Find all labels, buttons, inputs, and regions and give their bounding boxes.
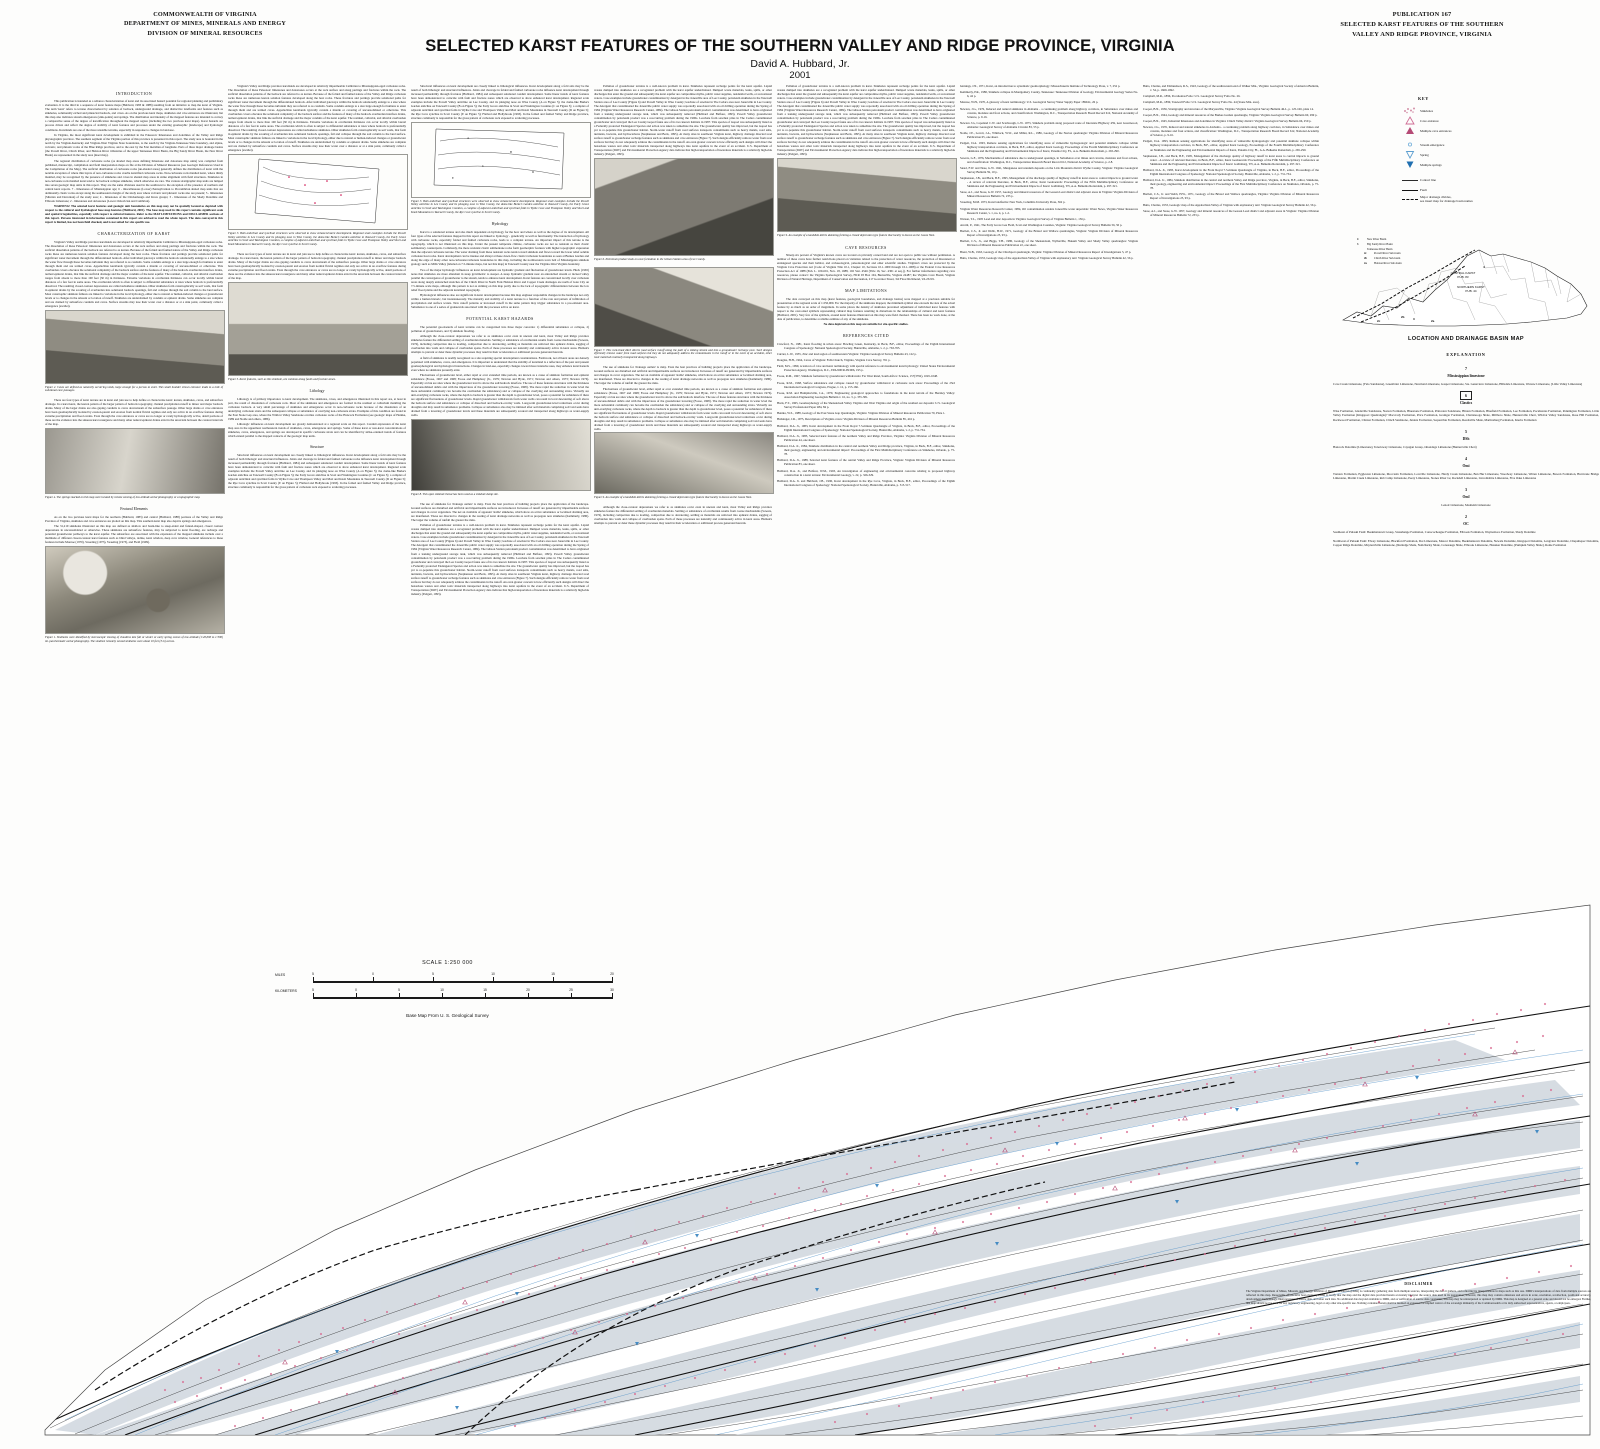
figure-caption-3: Figure 3. Both anticlinal and synclinal structures were observed to show enhanced karst development. Regional scale examples include the Powell Valley anticline in Lee County and its plunging nose in Wise County, the dome-like Burke's Garden anticline in Tazewell County, the Early Grove anticline in Scott and Washington Counties, a complex of adjacent anticlinal and synclinal folds in Wythe Cave and Thompson Valley and Short and Knob Mountains in Tazewell County, the Rye Cove syncline in Scott County. — [228, 230, 406, 247]
figure-caption-9: Figure 9. An example of a landslide debris damming forming a closed depression type feature that locally is known as the Goose Nest. — [777, 232, 935, 237]
reference-item: Hubbard, D.A. Jr., 1984, Sinkhole distribution in the central and northern Valley and Ridge province, Virginia, in Beck, B.F., editor, Sinkholes, their geology, engineering and environmental impact: Proceedings of the First Multidisciplinary Conference on Sinkholes, Orlando, p. 75-78. — [1143, 178, 1319, 191]
paragraph: The use of sinkholes for 'drainage outlets' is risky. Even the best practices of building projects place the application of the landscape. Ground surfaces are disturbed and artificial and impermeable surfaces are introduced. Increases of runoff are generated by impermeable surfaces and changes in cover vegetation. The net an available of apparent 'stable' sinkholes, which show an active subsidence or localized draining area, are manifested. These are directed to changes in the routing of karst drainage networks as well as propagate new sinkholes (Kemmerly, 1980). The larger the volume of runfall the greater the risks. — [594, 365, 772, 386]
disclaimer-text: The Virginia Department of Mines, Minerals and Energy, Division of Mineral Resources (DMR) is continually gathering data from multiple sources, interpreting the data it gathers, and reflecting its interpretations in maps such as this one. DMR's interpretations of data from multiple sources are reflected in this map. Reasonable efforts have been made by DMR to verify that the map and the digital data provided herein accurately interpret the source data used in its preparation; however, this map may contain omissions and errors in scale, resolution, recollection, positional accuracy, development methodology, interpretations of source data, and other such data. No additional data beyond available to DMR, and as verification of source data constraints, this map may be reinterpreted or updated by DMR. This map is designed at a general scale and should not be enlarged. Further, this map should not be used for any regulatory, engineering, legal or any other site-specific use. Nothing contained herein shall be deemed an expressed or implied waiver of the sovereign immunity of the Commonwealth or its duly authorized representatives, agents, or employees. — [1246, 1288, 1591, 1305]
reference-item: Nolde, J.E., Lovett, J.A., Whitlock, W.W., and Miller, R.L., 1986, Geology of the Norton quadrangle: Virginia Division of Mineral Resources Publication 65, one sheet. — [960, 131, 1138, 140]
svg-text:3: 3 — [1413, 317, 1415, 321]
heading-cave-resources: CAVE RESOURCES — [845, 244, 887, 250]
key-label: Multiple springs — [1420, 162, 1442, 167]
key-item-drainage-divide — [1400, 195, 1590, 205]
unit-number: 3 — [1465, 487, 1467, 493]
tick-label: 0 — [355, 988, 357, 992]
unit-name: Mississippian limestone — [1447, 374, 1485, 378]
figure-photo-9 — [777, 158, 957, 232]
unit-name: Oml — [1462, 495, 1470, 500]
paragraph: There are four types of karst terrane are in karst and join use to help define or characterize karst: karren, sinkholes, caves, and subsurface drainage. In a karst karst, the karren pattern of the larger pattern of bedrock topography, channel precipitation runoff to minor and major bedrock drains. Many of the larger drains are also gaping conduits to caves downstream of the subsurface passage. Other large drains or cave entrances have been geomorphically isolated by erosion-parent and erosion from normal fluvial regimes and only are active in an overflow features during extreme precipitation and flood events. Even through the cave entrances or caves are no longer or rarely hydrologically active, detail portions of these are the evidence into the sinuous karst resurgence and many other natural epikarst drains exist in the uncertain between the contour intervals of the map. — [45, 398, 223, 427]
tick-label: 10 — [440, 988, 444, 992]
fold-sketch-svg — [229, 155, 407, 229]
key-item-contact-line — [1400, 175, 1590, 185]
reference-item: Virginia Water Resources Research Center, 1984, Oil contamination renders Jonesville water unpotable: Water News, Virginia Water Resources Research Center, v. 1, no. 4, p. 1-2. — [960, 206, 1138, 215]
basin-symbol: 2c — [1364, 252, 1367, 256]
paragraph: Pollution of groundwater terrains is a well-known problem in karst. Sinkholes represent recharge points for the karst aquifer. Liquid wastes dumped into sinkholes are a recognized problem with the karst aquifer underdrained. Dumped waste materials, leaks, spills, or other discharges that enter the ground and subsequently the karst aquifer are compromise myths, public water supplies, residential wells, or recreational waters. Case examples include groundwater contamination by detergent in the Jonesville area of Lee County, petroleum sinkholes in the Tazewell Station area of Lee County (Figure 6) and Powell Valley in Wise County; leachate of sawdust in The Cedars area near Jonesville in Lee County. The detergent that contaminated the Jonesville public water supply was reportedly associated with an oil drilling operation during the Spring of 1984 (Virginia Water Resources Research Center, 1984). The Gibson Station petroleum product contamination was determined to have originated from a leaking underground storage tank, which was subsequently removed (Hubbard and Balfour, 1993). Powell Valley groundwater contamination by petroleum product was a reoccurring problem during the 1990s. Leachate from sawdust piles in The Cedars contaminated groundwater and conveyed the Lee County isopod fauna one of its two known habitats in 1987. This species of isopod was subsequently listed as a Federally protected Endangered Species and action was taken to remediate the site. The groundwater quality has improved, but the isopod has yet to re-populate this groundwater habitat. Storm-water runoff from road surfaces transports contaminants such as heavy metals, road salts, nutrients, bacteria, and hydrocarbons (Stephenson and Beck, 1995). At many sites in southwest Virginia karst, highway drainage directed road surface runoff to groundwater recharge features such as sinkholes and cave entrances (Figure 7). Such designs efficiently remove water from road surfaces but they do not adequately address the contaminants in the runoff. An even greater concern is how efficiently such designs will direct the hazardous wastes and other toxic materials transported along highways into karst aquifers in the event of an accident. U.S. Department of Transportation (DOT) and Environmental Protection Agency data indicate that high-transportation of hazardous materials is a relatively high-risk industry (Padgett, 1993). — [594, 84, 772, 157]
text-column-5 — [777, 84, 955, 489]
reference-item: Hubbard, D.A. Jr., and Balfour, W.M., 1993, An investigation of engineering and environmental concerns relating to proposed highway construction in a karst terrane: Environmental Geology, v. 22, p. 326-329. — [777, 468, 955, 477]
paragraph: Lithology is of primary importance to karst development. The sinkholes, caves, and emergences illustrated in this report are, at least in part, the result of dissolution of carbonate rock. Most of the sinkholes and emergences are formed in the residual or colluvium mantling the carbonate bedrock. A very small percentage of sinkholes and emergences occur in non-carbonate rocks because of the dissolution of an underlying carbonate strata and the subsequent collapse or subsidence of overlying non-carbonate strata. Examples of this condition are found in the East Stone Gap area, where the Wildcat Valley Sandstone overlies carbonate rocks of the Hancock Formation (see geologic maps of Henika, 1989 and Nolde and others, 1986). — [228, 396, 406, 421]
unit-name: OC — [1463, 522, 1469, 527]
figure-photo-2 — [45, 310, 225, 384]
key-label-sub: see insert map for drainage basin names — [1420, 199, 1473, 204]
reference-item: Campbell, M.R., 1899, Tazewell Folio: U.S. Geological Survey Folio No. 44 (Stone Mtn. area). — [1143, 100, 1260, 105]
figure-sketch-3b — [411, 122, 591, 198]
figure-caption-4: Figure 4. The springs marked on this map were located by remote sensing of low altitude aerial photography or a topographic map. — [45, 494, 201, 499]
figure-caption-1: Figure 1. Sinkholes were identified by stereoscopic viewing of cloudless late fall or winter or early spring scenes of low altitude (1:20,000 to 1:500) mt. panchromatic aerial photography. The smallest remotely sensed sinkholes were about 10 feet (3 m) across. — [45, 634, 223, 643]
unit-name: DSh — [1462, 436, 1470, 441]
paragraph: Fluctuations of groundwater level, either rapid or over extended time periods, are known as a cause of sinkhole formation and epikarst subsidence (Foose, 1967 and 1968; Foose and Humphrey (Jr., 1979; Newton and Hyde, 1971; Newton and others, 1973; Newton 1976). Especially at risk are sites where the groundwater level is above the soil/bedrock interface. The use of these features structures with the thickness of unconsolidated debris and with the impervious of the groundwater lowering (Foose, 1968). The more rapid the reduction in water level the more substantial commonly can become the overburden the subsidence) and or collapse of the overlying and surrounding strata. Virtually are unit-overlying carbonate rocks, where the depth to bedrock is greater than the depth to groundwater level, poses a potential for subsidence if there are significant fluctuations of groundwater levels. Rapid groundwater withdrawals from water wells can result in local dewatering of soft above the bedrock surface and subsidence or collapse of dissolved and bedrock-overlay voids. Long-term groundwater-level reductions occur during droughts and may result in subsidence problems. Collapse or subsidence also may be initiated after soil materials comprising soil void seals have drained from a lowering of groundwater levels and these materials are subsequently scoured and transported along highways as water-supply wells. — [594, 386, 772, 431]
reference-item: Cooper, B.N., 1936, Stratigraphy and structure of the Maryanville, Virginia: Virginia Geological Survey Bulletin 46-L, p. 125-166, plate 14. — [1143, 106, 1314, 111]
scale-title: SCALE 1:250 000 — [422, 960, 473, 966]
unit-list: Cove Creek Limestone, [Falo Sandstone], Greenbrier Limestone, Newman Limestone, Gasper Limestone, Ste. Genevieve Limestone, Hillsdale Limestone, Warsaw Limestone, [Little Valley Limestone] — [1333, 382, 1583, 386]
svg-text:E: E — [452, 175, 454, 180]
drainage-divide-icon — [1400, 195, 1420, 202]
location-inset-map — [1335, 232, 1597, 342]
unit-number: 5 — [1465, 428, 1467, 434]
svg-text:2a: 2a — [1431, 319, 1435, 323]
paragraph: As on the two previous karst maps for the northern (Hubbard, 1983) and central (Hubbard, 1988) portions of the Valley and Ridge Province of Virginia, sinkholes and cave entrances are plotted on this map. This southern karst map also depicts springs and emergences. — [45, 514, 223, 523]
no-data-note: No data depicted on this map are suitable for site-specific studies. — [823, 322, 909, 327]
tick-label: 15 — [483, 988, 487, 992]
unit-name: Omi — [1462, 463, 1470, 468]
paragraph: Lithologic influences on karst development are grossly demonstrated at a regional scale on this report. Conduit expression of the karst map area in the uppermost northeastern trends of sinkholes, caves, emergences and springs. Some of these karst or non-karst concentrations of sinkholes, caves, emergences, and springs are developed in specific carbonate strata and can be identified by strike-oriented trends of features which extend parallel to the mapped contacts of the geologic map units. — [228, 422, 406, 439]
reference-item: Currier, L.W., 1935, Zinc and lead region of southwestern Virginia: Virginia Geological Survey Bulletin 43, 122 p. — [777, 351, 917, 356]
publication-year: 2001 — [789, 70, 811, 81]
tick-label: 15 — [551, 972, 555, 976]
basin-symbol: 2b — [1364, 257, 1367, 260]
reference-item: Huck, F.T., 1965, Geomorphology of the Shenandoah Valley Virginia and West Virginia and origin of the residual ore deposits: U.S. Geological Survey Professional Paper 484, 84 p. — [777, 400, 955, 409]
inset-map-title: LOCATION AND DRAINAGE BASIN MAP — [1408, 336, 1524, 342]
heading-featural-elements: Featural Elements — [120, 506, 148, 511]
heading-map-limitations: MAP LIMITATIONS — [844, 288, 888, 294]
reference-item: Butts, Charles, 1933, Geologic map of the Appalachian Valley of Virginia with explanatory text: Virginia Geological Survey Bulletin 42, 56 p. — [960, 255, 1134, 260]
paragraph: Pollution of groundwater terrains is a well-known problem in karst. Sinkholes represent recharge points for the karst aquifer. Liquid wastes dumped into sinkholes are a recognized problem with the karst aquifer underdrained. Dumped waste materials, leaks, spills, or other discharges that enter the ground and subsequently the karst aquifer are compromise myths, public water supplies, residential wells, or recreational waters. Case examples include groundwater contamination by detergent in the Jonesville area of Lee County, petroleum sinkholes in the Tazewell Station area of Lee County (Figure 6) and Powell Valley in Wise County; leachate of sawdust in The Cedars area near Jonesville in Lee County. The detergent that contaminated the Jonesville public water supply was reportedly associated with an oil drilling operation during the Spring of 1984 (Virginia Water Resources Research Center, 1984). The Gibson Station petroleum product contamination was determined to have originated from a leaking underground storage tank, which was subsequently removed (Hubbard and Balfour, 1993). Powell Valley groundwater contamination by petroleum product was a reoccurring problem during the 1990s. Leachate from sawdust piles in The Cedars contaminated groundwater and conveyed the Lee County isopod fauna one of its two known habitats in 1987. This species of isopod was subsequently listed as a Federally protected Endangered Species and action was taken to remediate the site. The groundwater quality has improved, but the isopod has yet to re-populate this groundwater habitat. Storm-water runoff from road surfaces transports contaminants such as heavy metals, road salts, nutrients, bacteria, and hydrocarbons (Stephenson and Beck, 1995). At many sites in southwest Virginia karst, highway drainage directed road surface runoff to groundwater recharge features such as sinkholes and cave entrances (Figure 7). Such designs efficiently remove water from road surfaces but they do not adequately address the contaminants in the runoff. An even greater concern is how efficiently such designs will direct the hazardous wastes and other toxic materials transported along highways into karst aquifers in the event of an accident. U.S. Department of Transportation (DOT) and Environmental Protection Agency data indicate that high-transportation of hazardous materials is a relatively high-risk industry (Padgett, 1993). — [777, 84, 955, 157]
reference-item: Kemmerly, P.R., 1980, Sinkhole collapse in Montgomery County, Tennessee: Tennessee Division of Geology, Environmental Geology Series No. 6, 42 p. — [960, 90, 1138, 99]
reference-item: Watson, T.L., 1905 Lead and zinc deposits in Virginia: Geological Survey of Virginia Bulletin 1, 156 p. — [960, 216, 1086, 221]
basin-symbol: 4 — [1357, 238, 1359, 241]
reference-item: Hubbard, D.A. Jr., 1983, Karst development in the Front Royal 7.5-minute Quadrangle of Virginia, in Beck, B.F., editor, Proceedings of the Eighth International Congress of Speleology: National Speleological Society, Huntsville, Alabama, v. 2, p. 731-734. — [1143, 167, 1319, 176]
reference-item: Stead, F.W. and Nese, G.W. 1941, Manganese and uranium deposits on the Lick Mountain district Wythe County, Virginia: Virginia Geological Survey Bulletin 59, 10 p. — [960, 165, 1138, 174]
key-label: Contact line — [1420, 177, 1437, 182]
reference-item: Douglas, H.H., 1964, Caves of Virginia: Falls Church, Virginia, Virginia Cave Survey, 761 p. — [777, 357, 891, 362]
paragraph: The potential geo-hazards of karst terrains can be categorized into three major concerns: 1) differential subsidence or collapse, 2) pollution of groundwaters, and 3) sinkhole flooding. — [411, 324, 589, 333]
basin-label: Powell River Sub-basin — [1374, 252, 1401, 256]
paragraph: Virginia's Valley and Ridge province karstlands are developed in relatively impermeable Cambrian to Mississippian-aged carbonate rocks. The dissolution of these Paleozoic limestones and dolostones occurs at the rock surface and along partings and fractures within the rock. The surficial dissolution patterns of the bedrock are referred to as karren. Because of the folded and faulted nature of the Valley and Ridge carbonate rocks these are numerous karren solution features developed along the host rocks. These fractures and partings provide solutional paths for significant water movement through the differentiated bedrock. After individual gateways within the bedrock solutionally enlarge to a size where the water flow through these becomes turbulent they are referred to as conduits. Some conduits enlarge to a size large enough for humans to enter through them and are termed caves. Appalachian karstlands typically contain a mantle or covering of unconsolidated or otherwise. This overburden covers obscures the solutional complexity of the bedrock surface and the features of many of the bedrock overburden interface drains, termed epikarst drains, that link the surficial drainage and the major conduits of the karst aquifer. The residual, colluvial, and alluvial overburden ranges from absent to more than 100 feet (30 m) in thickness. Extreme variations in overburden thickness can occur locally within lateral distances of a few feet in some areas. The overburden which is often is subject to differential subsidence at rates where bedrock is preferentially dissolved. The resulting closed-contour depressions are called subsidence sinkholes. Other sinkholes form catastrophically as soil voids, that form in epikarst drains by the scouring of overburden into solutional bedrock openings, fail and collapse through the soil column to the land surface. Most catastrophic sinkhole failures are linked to variations in the local hydrology, either due to natural or human-induced changes or groundwater levels or to changes in the amount or location of runoff. Sinkholes are underdrained by conduits or epikarst drains. Some sinkholes are complete and are drained by subsurface conduits and caves. Surface streams may lose their water over a distance or at a sink point, commonly called a emergence (swallet). — [228, 84, 406, 153]
reference-item: Newton, J.G., 1976, Induced and natural sinkholes in Alabama - a continuing problem along highway corridors, in Subsidence over mines and caverns, moisture and frost actions, and classification: Washington, D.C., Transportation Research Board Record 612, National Academy of Science, p. 9-16. — [960, 106, 1138, 119]
tick-label: 5 — [432, 972, 434, 976]
geologic-map-svg[interactable] — [35, 830, 1600, 1440]
paragraph: Virginia's Valley and Ridge province karstlands are developed in relatively impermeable Cambrian to Mississippian-aged carbonate rocks. The dissolution of these Paleozoic limestones and dolostones occurs at the rock surface and along partings and fractures within the rock. The surficial dissolution patterns of the bedrock are referred to as karren. Because of the folded and faulted nature of the Valley and Ridge carbonate rocks these are numerous karren solution features developed along the host rocks. These fractures and partings provide solutional paths for significant water movement through the differentiated bedrock. After individual gateways within the bedrock solutionally enlarge to a size where the water flow through these becomes turbulent they are referred to as conduits. Some conduits enlarge to a size large enough for humans to enter through them and are termed caves. Appalachian karstlands typically contain a mantle or covering of unconsolidated or otherwise. This overburden covers obscures the solutional complexity of the bedrock surface and the features of many of the bedrock overburden interface drains, termed epikarst drains, that link the surficial drainage and the major conduits of the karst aquifer. The residual, colluvial, and alluvial overburden ranges from absent to more than 100 feet (30 m) in thickness. Extreme variations in overburden thickness can occur locally within lateral distances of a few feet in some areas. The overburden which is often is subject to differential subsidence at rates where bedrock is preferentially dissolved. The resulting closed-contour depressions are called subsidence sinkholes. Other sinkholes form catastrophically as soil voids, that form in epikarst drains by the scouring of overburden into solutional bedrock openings, fail and collapse through the soil column to the land surface. Most catastrophic sinkhole failures are linked to variations in the local hydrology, either due to natural or human-induced changes or groundwater levels or to changes in the amount or location of runoff. Sinkholes are underdrained by conduits or epikarst drains. Some sinkholes are complete and are drained by subsurface conduits and caves. Surface streams may lose their water over a distance or at a sink point, commonly called a emergence (swallet). — [45, 239, 223, 308]
figure-caption-2: Figure 2. Caves are defined as naturally occurring voids, large enough for a person to enter. This small boulder strewn entrance leads to a mile of solutional cave passages. — [45, 384, 223, 393]
reference-item: Crawford, N., 1981, Karst flooding in urban areas: Bowling Green, Kentucky, in Beck, B.F., editor, Proceedings of the Eighth International Congress of Speleology: National Speleological Society, Huntsville, Alabama, v. 2, p. 763-765. — [777, 341, 955, 350]
unit-list: Trenton Formation, Eggleston Limestone, Moccasin Formation, Lowville Limestone, Hardy Creek Limestone, Ben Hur Limestone, Woodway Limestone, Witten Limestone, Bowen Formation, Hurricane Bridge Limestone, Martin Creek Limestone, Rob Camp Limestone, Peery Limestone, Stones River Gr, Rockdell Limestone, Lincolnshire Limestone, Five Oaks Limestone — [1333, 471, 1599, 481]
paragraph: Structural influences on karst development are closely linked to lithological influences. Karst development along a fold axis may be the result of both lithologic and structural influences. Joints and cleavage in folded and faulted carbonate rocks influence karst development through increased permeability through fractures (Hubbard, 1984) and subsequent solutional conduit development. Some linear trends of karst features have been demonstrated to coincide with fault and fracture zones which are observed to show enhanced karst development. Regional scale examples include the Powell Valley anticline on Lee County, and its plunging nose on Wise County (A on Figure 5); the dome-like Burke's Garden anticline on Tazewell County (B on Figure 5); the Early Grove anticline in Scott and Washington Counties (C on Figure 5); a complex of adjacent anticlinal and synclinal folds in Wythe Cave and Thompson Valley and Mott and Knob Mountains in Tazewell County (D on Figure 5); the Rye Cove syncline in Scott County (E on Figure 5); Flatbed and Hollybrook (1993). In the folded and faulted Valley and Ridge province, structure commonly is responsible for the gross pattern of carbonate rock exposed to scattering processes. — [228, 453, 406, 490]
heading-references: REFERENCES CITED — [843, 333, 889, 339]
agency-line-3: DIVISION OF MINERAL RESOURCES — [147, 29, 263, 37]
reference-item: Hubbard, D.A. Jr., 1983, Selected karst features of the northern Valley and Ridge Province, Virginia: Virginia Division of Mineral Resources Publication 44, one sheet. — [777, 433, 955, 442]
svg-text:D: D — [532, 169, 535, 174]
disclaimer-title: DISCLAIMER — [1404, 1282, 1433, 1286]
svg-text:C: C — [482, 163, 485, 168]
figure-caption-5: Figure 5. Karst features, such as this sinkhole, are common along faults and fracture zones. — [228, 376, 336, 381]
tick-label: 5 — [312, 972, 314, 976]
svg-text:PUB. 44: PUB. 44 — [1465, 289, 1477, 293]
figure-photo-7 — [594, 267, 774, 347]
key-label: Major drainage divides, — [1420, 195, 1452, 199]
reference-item: Cooper, B.N., 1944, Geology and mineral resources of the Burkes Garden quadrangle, Virginia: Virginia Geological Survey Bulletin 60, 299 p. — [1143, 112, 1318, 117]
figure-caption-7: Figure 7. This rock-lined ditch directs road surface runoff along the path of a sinking stream and into a groundwater recharge cave. Such designs efficiently remove water from road surfaces but they do not adequately address the contaminants in the runoff or in the event of an accident, other toxic materials routinely transported along highways. — [594, 347, 772, 360]
reference-item: Padgett, D.A. 1993, Remote sensing applications for identifying areas of vulnerable hydrogeologic and potential sinkhole collapse within highway transportation corridors, in Beck, B.F., editor, Applied Karst Geology, Proceedings of the Fourth Multidisciplinary Conference on Sinkholes and the Engineering and Environmental Impacts of Karst, Panama City, FL, A.A. Balkema Rotterdam, p. 265-290. — [1143, 139, 1319, 152]
reference-item: Bartlett, C.S., Jr., and Biggs, T.H., 1980, Geology of the Shenandoah, Wytheville, Hokum Valley and Shady Valley quadrangles: Virginia Division of Mineral Resources Publication 22, one sheet. — [960, 239, 1138, 248]
tick-label: 5 — [312, 988, 314, 992]
unit-number: 7 — [1465, 366, 1467, 371]
reference-item: Brent, W.B., 1963, Geology of the Clinchport quadrangle, Virginia: Virginia Division of Mineral Resources Report of Investigations 5, 47 p. — [960, 249, 1132, 254]
key-label: Spring — [1420, 152, 1429, 157]
reference-item: Hubbard, D.A. Jr. and Hubbard, J.B., 1990, Karst development in the Rye Cove, Virginia, in Beck, B.F., editor, Proceedings of the Eighth International Congress of Speleology: National Speleological Society, Huntsville, Alabama, p. 515-517. — [777, 478, 955, 487]
text-column-1 — [45, 84, 223, 648]
reference-item: Stephenson, J.B., and Beck, B.F., 1995, Management of the discharge quality of highway runoff in karst areas to control impacts to ground water - A review of relevant literature, in Beck, B.F., editor, Karst Geohazards: Proceedings of the Fifth Multidisciplinary Conference on Sinkholes and the Engineering and Environmental Impacts of Karst: Gatlinburg, TN, A.A. Balkema Rotterdam, p. 297-321. — [1143, 153, 1319, 166]
paragraph: There are four types of karst terrane are in karst and join use to help define or characterize karst: karren, sinkholes, caves, and subsurface drainage. In a karst karst, the karren pattern of the larger pattern of bedrock topography, channel precipitation runoff to minor and major bedrock drains. Many of the larger drains are also gaping conduits to caves downstream of the subsurface passage. Other large drains or cave entrances have been geomorphically isolated by erosion-parent and erosion from normal fluvial regimes and only are active in an overflow features during extreme precipitation and flood events. Even through the cave entrances or caves are no longer or rarely hydrologically active, detail portions of these are the evidence into the sinuous karst resurgence and many other natural epikarst drains exist in the uncertain between the contour intervals of the map. — [228, 252, 406, 281]
text-column-4 — [594, 84, 772, 527]
reference-item: Foose, R.M. and Humphreville, J.A., 1979, Engineering geological approaches to foundations in the karst terrain of the Hershey Valley: Association Engineering Geologists Bulletin v. 16, no. 3, p. 355-381. — [777, 390, 955, 399]
paragraph: Structural influences on karst development are closely linked to lithological influences. Karst development along a fold axis may be the result of both lithologic and structural influences. Joints and cleavage in folded and faulted carbonate rocks influence karst development through increased permeability through fractures (Hubbard, 1984) and subsequent solutional conduit development. Some linear trends of karst features have been demonstrated to coincide with fault and fracture zones which are observed to show enhanced karst development. Regional scale examples include the Powell Valley anticline on Lee County, and its plunging nose on Wise County (A on Figure 5); the dome-like Burke's Garden anticline on Tazewell County (B on Figure 5); the Early Grove anticline in Scott and Washington Counties (C on Figure 5); a complex of adjacent anticlinal and synclinal folds in Wythe Cave and Thompson Valley and Mott and Knob Mountains in Tazewell County (D on Figure 5); the Rye Cove syncline in Scott County (E on Figure 5); Flatbed and Hollybrook (1993). In the folded and faulted Valley and Ridge province, structure commonly is responsible for the gross pattern of carbonate rock exposed to scattering processes. — [411, 84, 589, 121]
paragraph: A field of sinkholes is readily recognized as a site requiring special development considerations. Farmwork, not all karst areas are densely populated with sinkholes, caves, and emergences. It is important to understand that the stability of karstland is a reflection of the past and present geomorphological and hydrological interactions. Changes in land-use, especially changes toward more intensive uses, may enhance karst hazards even where no sinkholes presently exist. — [411, 355, 589, 372]
svg-text:A: A — [467, 135, 470, 140]
reference-item: Butts, Charles, 1933, Geologic map of the Appalachian Valley of Virginia with explanatory text: Virginia Geological Survey Bulletin 42, 56 p. — [1143, 202, 1317, 207]
reference-item: Henika, W.S., 1988, Geology of the East Stone Gap Quadrangle, Virginia: Virginia Division of Mineral Resources Publication 79, Plate 1. — [777, 411, 946, 416]
key-item-sinkholes — [1400, 106, 1590, 116]
reference-item: Jennings, J.N., 1971, Karst, an introduction to systematic geomorphology: Massachusetts Institute of Technology Press, v. 7, 252 p. — [960, 84, 1121, 88]
key-label: Multiple cave entrances — [1420, 128, 1452, 133]
paragraph: Fluctuations of groundwater level, either rapid or over extended time periods, are known as a cause of sinkhole formation and epikarst subsidence (Foose, 1967 and 1968; Foose and Humphrey (Jr., 1979; Newton and Hyde, 1971; Newton and others, 1973; Newton 1976). Especially at risk are sites where the groundwater level is above the soil/bedrock interface. The use of these features structures with the thickness of unconsolidated debris and with the impervious of the groundwater lowering (Foose, 1968). The more rapid the reduction in water level the more substantial commonly can become the overburden the subsidence) and or collapse of the overlying and surrounding strata. Virtually are unit-overlying carbonate rocks, where the depth to bedrock is greater than the depth to groundwater level, poses a potential for subsidence if there are significant fluctuations of groundwater levels. Rapid groundwater withdrawals from water wells can result in local dewatering of soft above the bedrock surface and subsidence or collapse of dissolved and bedrock-overlay voids. Long-term groundwater-level reductions occur during droughts and may result in subsidence problems. Collapse or subsidence also may be initiated after soil materials comprising soil void seals have drained from a lowering of groundwater levels and these materials are subsequently scoured and transported along highways as water-supply wells. — [411, 373, 589, 418]
key-label: Cave entrance — [1420, 118, 1439, 123]
unit-name: Clastics — [1459, 401, 1473, 406]
figure-caption-6: Figure 6. Petroleum product stain on cave formation in the Gibson Station area of Lee County. — [594, 256, 706, 261]
heading-characterization: CHARACTERIZATION OF KARST — [97, 231, 171, 237]
figure-caption-9b: Figure 9. An example of a landslide debris damming forming a closed depression type feature that locally is known as the Goose Nest. — [594, 495, 752, 500]
basin-label: Big Sandy River Basin — [1367, 242, 1393, 246]
agency-line-1: COMMONWEALTH OF VIRGINIA — [153, 11, 257, 18]
svg-text:PUB. 83: PUB. 83 — [1457, 275, 1469, 279]
reference-item: Stose, A.J., and Stose, G.W. 1957, Geology and mineral resources of the Gossan Lead district and adjacent areas in Virginia: Virginia Division of Mineral Resources Bulletin 72, 233 p. — [960, 190, 1138, 199]
key-item-fault-line — [1400, 185, 1590, 195]
inset-label-central: CENTRAL KARST — [1450, 271, 1476, 275]
key-item-cave-entrance — [1400, 116, 1590, 126]
figure-photo-9b — [594, 432, 774, 494]
paragraph: Two of the major hydrologic influences on karst development are hydraulic gradient and fluctuation of groundwater levels. Huck (1965) notes that sinkholes are more abundant in steep gravimetric to steeper. A steep hydraulic gradient near an entrenched stream or incised valley parallel the convergence of groundwater to the stream, tends to enhance karst development. Karst features are concentrated locally over carbonate areas along deeply entrenched stretches of the Clinch River in North Fork Holston River and Copper Creek drainages are north of Gate City on 7.5-minute scale maps, although this pattern is not as striking on this map partly due to the lack of topographic differentiation between the low relief flood plains and the adjacent karstland topography. — [411, 267, 589, 292]
publication-block — [1262, 10, 1582, 40]
unit-number: 4 — [1465, 455, 1467, 461]
figure-photo-8 — [411, 419, 591, 491]
unit-list: Southeast of Pulaski Fault: Beekmantown Group, Stonehenge Formation, Conococheague Formation, Elbrook Formation, Waynesboro Formation, Shady Dolomite — [1333, 530, 1536, 535]
structure-sketch-svg — [412, 123, 590, 197]
explanation-block — [1333, 352, 1599, 551]
key-item-multiple-springs — [1400, 160, 1590, 170]
reference-item: Bartlett, C.S., Jr. and Webb, H.W., 1971, Geology of the Bristol and Wallace quadrangles, Virginia: Virginia Division of Mineral Resources Report of Investigations 25, 93 p. — [1143, 192, 1319, 201]
inset-label-northern: NORTHERN KARST — [1457, 285, 1485, 289]
basin-symbol: 2a — [1364, 261, 1367, 265]
reference-item: Hubbard, D.A. Jr., 1983, Karst development in the Front Royal 7.5-minute Quadrangle of Virginia, in Beck, B.F., editor, Proceedings of the Eighth International Congress of Speleology: National Speleological Society, Huntsville, Alabama, v. 2, p. 731-734. — [777, 423, 955, 432]
figure-photo-6 — [594, 158, 774, 256]
basin-label: Holston River Sub-basin — [1374, 261, 1402, 265]
figure-caption-8: Figure 8. This open sinkhole throat has been used as a sinkhole dump site. — [411, 491, 499, 496]
paragraph: Hydrological influences also are significant in karst development because this map engineer responsible changes in the landscape not only within a human historic, but instantaneously. The maturity and stability of a karst terrane is a function of the rate and pattern of infiltration of precipitation and surface waters. New runoff patterns or increased runoff in the same pattern may trigger subsidence in a pre-existent area. Subsidence is one of a series of geohazards associated with the processes active on karst. — [411, 293, 589, 310]
svg-text:2b: 2b — [1401, 315, 1405, 319]
reference-item: Padgett, D.A. 1993, Remote sensing applications for identifying areas of vulnerable hydrogeologic and potential sinkhole collapse within highway transportation corridors, in Beck, B.F., editor, Applied Karst Geology, Proceedings of the Fourth Multidisciplinary Conference on Sinkholes and the Engineering and Environmental Impacts of Karst, Panama City, FL, A.A. Balkema Rotterdam, p. 265-290. — [960, 141, 1138, 154]
reference-item: Sowers, G.F., 1976, Mechanisms of subsidence due to underground openings, in Subsidence over mines and caverns, moisture and frost actions, and classification: Washington, D.C., Transportation Research Board Record 612, National Academy of Science, p. 2-8. — [960, 155, 1138, 164]
unit-number: 6 — [1333, 393, 1599, 398]
text-column-7 — [1143, 84, 1319, 219]
tick-label: 0 — [372, 972, 374, 976]
reference-item: Bartlett, C.S., Jr. and Webb, H.W., 1971, Geology of the Bristol and Wallace quadrangles, Virginia: Virginia Division of Mineral Resources Report of Investigations 25, 93 p. — [960, 229, 1138, 238]
reference-item: Foose, R.M., 1967, Sinkhole formation by groundwater withdrawals: Far West Rand, South Africa: Science, 157(3792), 1045-1048. — [777, 374, 938, 379]
figure-photo-5 — [228, 282, 408, 376]
paragraph: The use of sinkholes for 'drainage outlets' is risky. Even the best practices of building projects place the application of the landscape. Ground surfaces are disturbed and artificial and impermeable surfaces are introduced. Increases of runoff are generated by impermeable surfaces and changes in cover vegetation. The net an available of apparent 'stable' sinkholes, which show an active subsidence or localized draining area, are manifested. These are directed to changes in the routing of karst drainage networks as well as propagate new sinkholes (Kemmerly, 1980). The larger the volume of runfall the greater the risks. — [411, 501, 589, 522]
tick-label: 30 — [610, 988, 614, 992]
basemap-credit: Base Map From U. S. Geological Survey — [406, 1013, 489, 1018]
contact-line-icon — [1400, 178, 1420, 183]
heading-introduction: INTRODUCTION — [115, 91, 153, 96]
paragraph: This publication is intended as a reliance characterization of karst and its associated hazard potential for regional planning and preliminary evaluation. It is the third in a sequence of karst feature maps (Hubbard, 1983 & 1988) resulting from an initiative to map the karst of Virginia. The term 'karst' refers to terrane characterized by solution of bedrock, underground drainage, and distinctive landforms and features such as sinkholes, solutionally etched and pinnacled bedrock, and caves. As on the previous karst maps, sinkholes and cave entrances are illustrated, but this map also indicates stream emergences (sink-points) and springs. The distribution and intensity of the mapped features are intended to convey a comparative sense of the degree of karstification throughout the mapped region (including the two previous karst maps). Karst hazards are process driven and reflect the degree of stability of karst features and processes under the existing geomorphic (landscape) and hydrologic conditions. Karstlands are one of the more unstable terrains, especially in response to changes in land-use. — [45, 99, 223, 132]
unit-list-2: Northwest of Pulaski Fault: Elway Limestone, Blackford Formation, Dot Limestone, Mascot Dolomite, Beekmantown Dolomite, Newala Dolomite, Kingsport Dolomite, Longview Dolomite, Chepultepec Dolomite, Copper Ridge Dolomite, Maynardville Limestone, [Rutledge Shale, Nolichucky Shale, Conasauga Shale, Elbrook Limestone, Honaker Dolomite, [Pumpkin Valley Shale], Rome Formation — [1333, 538, 1599, 547]
unit-list: Lenoir Limestone, Mosheim Limestone — [1441, 503, 1491, 508]
virginia-outline-svg — [1335, 232, 1597, 332]
multiple-springs-icon — [1400, 160, 1420, 171]
reference-item: Averitt, P., 1941, The Early Grove Gas Field, Scott and Washington Counties, Virginia: Virginia Geological Survey Bulletin 56, 50 p. — [960, 223, 1123, 228]
paragraph: The 31,219 sinkholes illustrated on this map are defined as shallow and basin-like to steep-sided and funnel-shaped, closed contour depressions in unconsolidated or otherwise. These sinkholes are subsurface features, may be subjected to karst flooding, are recharge and potential groundwater pathways to the karst aquifer. The subsurface are associated with the expansion of the mapped sinkholes include over a multitude of different closed-contour karst features such as blind valleys, doline, karst window, deep cove window, General references to these features include Monroe (1970), Sweeting (1973), Sweeting (1973), and Field (1999). — [45, 524, 223, 545]
paragraph: The regional distribution of carbonate rocks (as shaded map areas defining limestone and dolostone map units) was compiled from published, manuscript, compilation and field interpretation maps on file at the Division of Mineral Resources (see Geologic References Used in the Compilation of the Map). The surficial distribution of carbonate rocks (un-shaded areas) generally defines the distribution of karst with the notable exception of where thin layers of non-carbonate rocks overlie karstified carbonate rocks. Non-carbonate rock mantled karst, where thinly mantled, may be recognized by the presence of sinkholes and caves in shaded map areas in strike alignment with field structures. Sinkholes in non-carbonate rock mantled karst tend to be bedrock collapse sinkholes, which otherwise are rare. The various stratigraphic map units are lumped into seven geologic map units in this report. They are the same divisions used in the southwest to the exception of the presence of northern and central karst reports. 7 - limestones of Mississippian age; 6 - miscellaneous (Lower) Pennsylvanian to Precambrian shaled map units that are dominantly clastic rocks except along the southeastern margin of the study area where volcanic and plutonic rocks also are present; 5 - limestones (Silurian and Devonian) of the study area; 4 - limestones of the Chickamauga and Knox groups; 3 - limestones of the Shady Dolomite and Elbrook Limestone; 2 - limestones and dolostones (Lower Ordovician and Cambrian). — [45, 158, 223, 203]
author-name: David A. Hubbard, Jr. — [750, 58, 850, 70]
reference-item: Monroe, W.H., 1970, A glossary of karst terminology: U.S. Geological Survey Water Supply Paper 1899-K, 26 p. — [960, 100, 1099, 105]
paragraph: Although the close-contour depressions we refer to as sinkholes occur even in uneven and karst, most Valley and Ridge province sinkholes feature the differential settling of overburden materials. Settling or subsidence of overburden results from coarse mechanisms (Sowers, 1976), including compaction due to loading, compaction due to dewatering, settling as materials are removed into epikarst drains, sagging of overburden into voids and collapse of overburden spans. Each of these processes are naturally and continuously active in karst areas. Human's attempts to prevent or deter these dynamic processes may result in their acceleration or additional process generated hazards. — [411, 334, 589, 355]
key-label: Fault — [1420, 187, 1427, 192]
publication-title-2: VALLEY AND RIDGE PROVINCE, VIRGINIA — [1352, 30, 1492, 38]
tick-label: 5 — [398, 988, 400, 992]
agency-block — [40, 10, 370, 38]
miles-label: MILES — [275, 973, 286, 977]
unit-number: 2 — [1465, 514, 1467, 520]
reference-item: Stose, A.J., and Stose, G.W. 1957, Geology and mineral resources of the Gossan Lead district and adjacent areas in Virginia: Virginia Division of Mineral Resources Bulletin 72, 233 p. — [1143, 208, 1319, 217]
text-column-6 — [960, 84, 1138, 262]
heading-hydrology: Hydrology — [491, 221, 509, 226]
km-label: KILOMETERS — [275, 989, 297, 993]
warning-paragraph: WARNING! The selected karst features and geologic unit boundaries on this map may not be spatially located as depicted with respect to the cultural and hydrological base map features (Hubbard, 2001). The base map used in this report contains significant scale and spatial irregularities, especially with respect to cultural features. Refer to the MAP LIMITATIONS and DISCLAIMER sections of this report. Persons interested in information contained in this report are advised to read the whole report. The data conveyed in this report is limited, has not been field checked, and is not suited for site specific use. — [45, 204, 223, 225]
sinkholes-icon — [1400, 106, 1420, 116]
paragraph: Pollution of groundwater terrains is a well-known problem in karst. Sinkholes represent recharge points for the karst aquifer. Liquid wastes dumped into sinkholes are a recognized problem with the karst aquifer underdrained. Dumped waste materials, leaks, spills, or other discharges that enter the ground and subsequently the karst aquifer are compromise myths, public water supplies, residential wells, or recreational waters. Case examples include groundwater contamination by detergent in the Jonesville area of Lee County, petroleum sinkholes in the Tazewell Station area of Lee County (Figure 6) and Powell Valley in Wise County; leachate of sawdust in The Cedars area near Jonesville in Lee County. The detergent that contaminated the Jonesville public water supply was reportedly associated with an oil drilling operation during the Spring of 1984 (Virginia Water Resources Research Center, 1984). The Gibson Station petroleum product contamination was determined to have originated from a leaking underground storage tank, which was subsequently removed (Hubbard and Balfour, 1993). Powell Valley groundwater contamination by petroleum product was a reoccurring problem during the 1990s. Leachate from sawdust piles in The Cedars contaminated groundwater and conveyed the Lee County isopod fauna one of its two known habitats in 1987. This species of isopod was subsequently listed as a Federally protected Endangered Species and action was taken to remediate the site. The groundwater quality has improved, but the isopod has yet to re-populate this groundwater habitat. Storm-water runoff from road surfaces transports contaminants such as heavy metals, road salts, nutrients, bacteria, and hydrocarbons (Stephenson and Beck, 1995). At many sites in southwest Virginia karst, highway drainage directed road surface runoff to groundwater recharge features such as sinkholes and cave entrances (Figure 7). Such designs efficiently remove water from road surfaces but they do not adequately address the contaminants in the runoff. An even greater concern is how efficiently such designs will direct the hazardous wastes and other toxic materials transported along highways into karst aquifers in the event of an accident. U.S. Department of Transportation (DOT) and Environmental Protection Agency data indicate that high-transportation of hazardous materials is a relatively high-risk industry (Padgett, 1993). — [411, 523, 589, 596]
paragraph: The data conveyed on this map (karst features, geological boundaries, and drainage basins) were mapped at a precision suitable for presentation at the regional scale of 1:250,000. For the majority of the sinkholes mapped, the minimum symbol size exceeds the size of the actual feature by as much as an order of magnitude. In some places the density of sinkholes prevented adjustment of individual karst features with respect to the over-sized symbols representing cultural map features resulting in distortions in the relationships of cultural and karst features (Hubbard, 2001). Very few of the symbols, around karst features illustrated on this map were field checked. There has been no work done, at the date of publication, to determine a reliable estimate of any of the sinkholes. — [777, 296, 955, 321]
explanation-title: EXPLANATION — [1446, 352, 1486, 357]
text-column-2 — [228, 84, 406, 491]
reference-item: Stephenson, J.B., and Beck, B.F., 1995, Management of the discharge quality of highway runoff in karst areas to control impacts to ground water - A review of relevant literature, in Beck, B.F., editor, Karst Geohazards: Proceedings of the Fifth Multidisciplinary Conference on Sinkholes and the Engineering and Environmental Impacts of Karst: Gatlinburg, TN, A.A. Balkema Rotterdam, p. 297-321. — [960, 175, 1138, 188]
paragraph: In Virginia, the most significant karst development is exhibited in the Paleozoic limestones and dolomites of the Valley and Ridge physiographic province. The southern segment of the Virginia portion of this province is presented in this report. The study area is bounded in the north by the Virginia-Kentucky and Virginia-West Virginia State boundaries, to the south by the Virginia-Tennessee State boundary, and alpine, volcanic, and plutonic rocks of the Blue Ridge province, and to the east by the 81st meridian of longitude. Parts of three major drainage basins (the Powell River, Clinch River, and Holston River tributaries of the upper Tennessee River Basin, the Big Sandy River Basin, the New River Basin) are represented in the study area (inset map). — [45, 133, 223, 158]
basin-label: Tennessee River Basin — [1367, 247, 1393, 251]
paragraph: Ninety-six percent of Virginia's known caves are located on privately owned land and are not open to public use without permission. A number of these caves have further restrictions placed on visitation related to the protection of water resources, the protection of threatened or endangered species and their habitat, and archaeological, paleontological and other scientific studies. Virginia's caves are protected by the Virginia Cave Protection Act (Code of Virginia Title 10.1, Chapter 10, Sections 10.1-1000 through 10.1-1008) or the Federal Cave Resources Protection Act of 1988 (Pub. L. 100-691, Nov. 18, 1988, 102 Stat. 4546 (Title 16, Sec. 4301 et seq.)). For further information regarding cave resources, please contact: the Virginia Speleological Survey, HCR 03 Box 104, Burnsville, Virginia 24487; the Virginia Cave Board, Virginia Division of Natural Heritage, Department of Conservation and Recreation, 217 Governor Street, 3rd Floor Richmond, VA 23219. — [777, 253, 955, 282]
publication-number: PUBLICATION 167 — [1392, 11, 1452, 18]
key-item-multiple-cave-entrances — [1400, 126, 1590, 136]
figure-photo-4 — [45, 428, 225, 494]
tick-label: 25 — [569, 988, 573, 992]
key-label: Sinkholes — [1420, 108, 1434, 113]
tick-label: 10 — [491, 972, 495, 976]
basin-label: Clinch River Sub-basin — [1374, 257, 1401, 260]
figure-sketch-3 — [228, 154, 408, 230]
figure-photo-1 — [45, 546, 225, 634]
disclaimer-block — [1246, 1282, 1591, 1306]
tick-label: 20 — [526, 988, 530, 992]
figure-caption-3b: Figure 3. Both anticlinal and synclinal structures were observed to show enhanced karst development. Regional scale examples include the Powell Valley anticline in Lee County and its plunging nose in Wise County, the dome-like Burke's Garden anticline in Tazewell County, the Early Grove anticline in Scott and Washington Counties, a complex of adjacent anticlinal and synclinal folds in Wythe Cave and Thompson Valley and Short and Knob Mountains in Tazewell County, the Rye Cove syncline in Scott County. — [411, 198, 589, 215]
unit-list: Wise Formation, Gladeville Sandstone, Norton Formation, Bluestone Formation, Princeton Sandstone, Hinton Formation, Bluefield Formation, Lee Formation, Pocahontas Formation, Pennington Formation, Little Valley Formation (Kingsport Quadrangle)? Maccrady Formation, Price Formation, Grainger Formation, Chattanooga Shale, Millboro Shale, Huntersville Chert, Wildcat Valley Sandstone, Rose Hill Formation, Rockwood Formation, Clinton Formation, Clinch Sandstone, Juniata Formation, Sequatchie Formation, Reedsville Shale, Martinsburg Formation, Knobs Formation — [1333, 409, 1599, 422]
svg-text:2c: 2c — [1377, 319, 1381, 323]
reference-item: Campbell, M.R., 1896, Pocahontas Folio: U.S. Geological Survey Folio No. 26. — [1143, 94, 1241, 99]
paragraph: Karst is a solutional terrane and also much dependent on hydrology for the how and where as well as the degree of its development. All four types of the selected features mapped in this report are linked to hydrology - genetically as well as functionally. The interaction of hydrology with carbonate rocks, especially folded and faulted carbonate rocks, leads to a complex terrane. An important impact of this terrane is the topography, which is not illustrated on this map. Under the present temperate climate, carbonate rocks are not as resistant as their clastic sedimentary counterparts. Commonly, the more resistant clastic submontane rocks form geomorphic features with higher topographic expression than the adjacent carbonate terrane. The water draining from these resistant rocks tends toward sinkhole and flows toward the lower relief soluble carbonate host rocks. Karst development can be intense and abrupt at these down-flow clastic/carbonate boundaries as seen at Burkes Garden and along the edge of many other non-carbonate/carbonate boundaries in this map, including the northwestern town belt of Mississippian sinkhole geology such as Mills Valley (labeled on 7.5-minute maps, but not this map) in Tazewell County near the Virginia-West Virginia boundary. — [411, 229, 589, 267]
reference-item: Hubbard, D.A. Jr., 1988, Selected karst features of the central Valley and Ridge Province, Virginia: Virginia Division of Mineral Resources Publication 83, one sheet. — [777, 458, 955, 467]
key-item-spring — [1400, 150, 1590, 160]
svg-text:4: 4 — [1483, 265, 1485, 269]
key-item-stream-emergence — [1400, 140, 1590, 150]
map-key — [1400, 96, 1590, 205]
heading-potential-hazards: POTENTIAL KARST HAZARDS — [466, 316, 534, 322]
unit-list: Hancock Dolomite [Limestone], Tonoloway Limestone, Cayugan Group, Onondaga Limestone (Huntersville Chert) — [1333, 444, 1477, 449]
svg-text:B: B — [510, 149, 513, 154]
reference-item: Cooper, B.N., 1945, Industrial limestones and dolomites in Virginia: Clinch Valley district: Virginia Geological Survey Bulletin 66, 259 p. — [1143, 119, 1312, 124]
fault-line-icon — [1400, 188, 1420, 193]
publication-title-1: SELECTED KARST FEATURES OF THE SOUTHERN — [1340, 20, 1504, 28]
reference-item: Sweeting, M.M. 1973, Karst landforms: New York, Columbia University Press, 362 p. — [960, 200, 1066, 205]
page-title: SELECTED KARST FEATURES OF THE SOUTHERN VALLEY AND RIDGE PROVINCE, VIRGINIA — [425, 37, 1175, 55]
agency-line-2: DEPARTMENT OF MINES, MINERALS AND ENERGY — [123, 20, 287, 28]
reference-item: Newton J.G, Copeland C.W. and Scarbrough, L.W. 1973, Sinkhole problem along proposed route of Interstate Highway 459, near Greenwood, Alabama: Geological Survey of Alabama Circular 83, 53 p. — [960, 120, 1138, 129]
reference-item: Newton, J.G., 1976, Induced and natural sinkholes in Alabama - a continuing problem along highway corridors, in Subsidence over mines and caverns, moisture and frost actions, and classification: Washington, D.C., Transportation Research Board Record 612, National Academy of Science, p. 9-16. — [1143, 125, 1319, 138]
key-label: Stream emergence — [1420, 142, 1445, 147]
multiple-cave-entrances-icon — [1400, 126, 1420, 137]
heading-lithology: Lithology — [309, 388, 325, 393]
reference-item: Hubbard, D.A. Jr., 1984, Sinkhole distribution in the central and northern Valley and Ridge province, Virginia, in Beck, B.F., editor, Sinkholes, their geology, engineering and environmental impact: Proceedings of the First Multidisciplinary Conference on Sinkholes, Orlando, p. 75-78. — [777, 444, 955, 457]
reference-item: Foose, R.M., 1968, Surface subsidence and collapse caused by groundwater withdrawal at carbonate rock areas: Proceedings of the 23rd International Geological Congress, Prague, v. 12, p. 155-166. — [777, 380, 955, 389]
basin-symbol: 3 — [1357, 242, 1359, 246]
heading-structure: Structure — [310, 445, 324, 450]
basin-label: New River Basin — [1367, 238, 1387, 241]
key-title: KEY — [1418, 96, 1429, 101]
text-column-3 — [411, 84, 589, 597]
reference-item: Hubsinger, J.R., 1975, Descriptions of Virginia caves: Virginia Division of Mineral Resources Bulletin 85, 416 p. — [777, 417, 916, 422]
main-geologic-map[interactable] — [35, 830, 1600, 1440]
reference-item: Butts, Charles, and Edmundson, R.S., 1943, Geology of the southwestern end of Walker Mtn., Virginia: Geological Society of America Bulletin, v. 54, p. 1669-1692. — [1143, 84, 1320, 93]
reference-item: Field, M.S., 1999, A lexicon of cave and karst terminology with special reference to environmental karst hydrology: United States Environmental Protection Agency, Washington, D.C., EPA/600/R-99/006, 195 p. — [777, 364, 955, 373]
tick-label: 20 — [610, 972, 614, 976]
paragraph: Although the close-contour depressions we refer to as sinkholes occur even in uneven and karst, most Valley and Ridge province sinkholes feature the differential settling of overburden materials. Settling or subsidence of overburden results from coarse mechanisms (Sowers, 1976), including compaction due to loading, compaction due to dewatering, settling as materials are removed into epikarst drains, sagging of overburden into voids and collapse of overburden spans. Each of these processes are naturally and continuously active in karst areas. Human's attempts to prevent or deter these dynamic processes may result in their acceleration or additional process generated hazards. — [594, 505, 772, 526]
